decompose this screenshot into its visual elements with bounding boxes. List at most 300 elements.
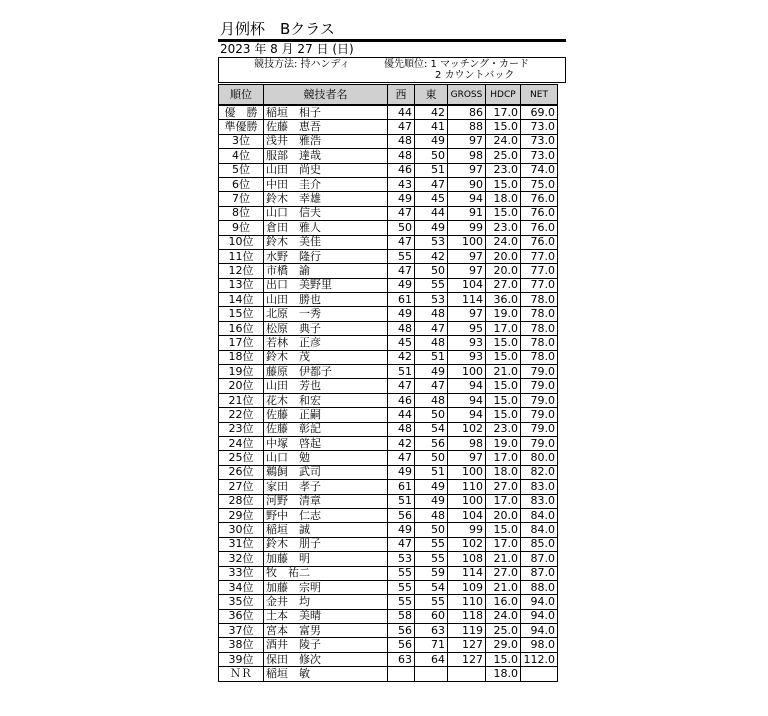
cell-west: 51: [388, 365, 415, 379]
cell-gross: 100: [448, 494, 486, 508]
cell-gross: 100: [448, 365, 486, 379]
table-row: [219, 105, 558, 120]
cell-east: 55: [415, 552, 448, 566]
cell-hdcp: 21.0: [486, 365, 521, 379]
cell-hdcp: 15.0: [486, 523, 521, 537]
priority-order-2: 2 カウントバック: [435, 70, 515, 81]
cell-east: 48: [415, 393, 448, 407]
cell-east: 49: [415, 221, 448, 235]
cell-net: 78.0: [521, 307, 558, 321]
competition-method: 競技方法: 持ハンディ: [254, 59, 350, 70]
table-row: [219, 422, 558, 436]
table-row: [219, 249, 558, 263]
cell-gross: 108: [448, 552, 486, 566]
cell-name: 稲垣 敏: [264, 667, 388, 681]
cell-gross: 95: [448, 321, 486, 335]
table-row: [219, 537, 558, 551]
cell-hdcp: 24.0: [486, 235, 521, 249]
cell-west: 46: [388, 163, 415, 177]
cell-east: 48: [415, 508, 448, 522]
cell-hdcp: 24.0: [486, 134, 521, 148]
cell-hdcp: 17.0: [486, 537, 521, 551]
cell-net: 79.0: [521, 379, 558, 393]
cell-gross: 100: [448, 465, 486, 479]
cell-name: 鈴木 茂: [264, 350, 388, 364]
cell-hdcp: 21.0: [486, 552, 521, 566]
table-row: [219, 595, 558, 609]
cell-name: 河野 清章: [264, 494, 388, 508]
cell-east: 51: [415, 350, 448, 364]
cell-gross: 114: [448, 293, 486, 307]
cell-west: 48: [388, 134, 415, 148]
cell-net: 94.0: [521, 595, 558, 609]
cell-east: 55: [415, 537, 448, 551]
table-row: [219, 652, 558, 666]
cell-east: 49: [415, 480, 448, 494]
cell-east: 48: [415, 336, 448, 350]
cell-gross: 93: [448, 336, 486, 350]
cell-net: 74.0: [521, 163, 558, 177]
cell-gross: 97: [448, 249, 486, 263]
cell-east: 50: [415, 523, 448, 537]
cell-rank: 6位: [219, 177, 264, 191]
col-header-rank: 順位: [219, 85, 264, 106]
cell-west: 48: [388, 149, 415, 163]
cell-gross: 94: [448, 379, 486, 393]
cell-gross: 104: [448, 278, 486, 292]
cell-net: 75.0: [521, 177, 558, 191]
cell-net: 77.0: [521, 264, 558, 278]
competition-info-box: [218, 57, 566, 83]
table-row: [219, 192, 558, 206]
cell-east: 51: [415, 465, 448, 479]
cell-gross: 97: [448, 264, 486, 278]
table-row: [219, 293, 558, 307]
cell-name: 鈴木 朋子: [264, 537, 388, 551]
cell-rank: 10位: [219, 235, 264, 249]
cell-net: 76.0: [521, 235, 558, 249]
cell-rank: 36位: [219, 609, 264, 623]
cell-net: 78.0: [521, 321, 558, 335]
cell-west: 58: [388, 609, 415, 623]
cell-east: 53: [415, 293, 448, 307]
cell-name: 浅井 雅浩: [264, 134, 388, 148]
table-row: [219, 580, 558, 594]
cell-east: 60: [415, 609, 448, 623]
cell-gross: 94: [448, 192, 486, 206]
cell-gross: 127: [448, 652, 486, 666]
cell-net: 77.0: [521, 249, 558, 263]
cell-west: 55: [388, 566, 415, 580]
cell-net: 80.0: [521, 451, 558, 465]
cell-name: 宮本 富男: [264, 624, 388, 638]
cell-hdcp: 17.0: [486, 494, 521, 508]
cell-gross: 88: [448, 120, 486, 134]
cell-name: 佐藤 正嗣: [264, 408, 388, 422]
cell-west: 49: [388, 278, 415, 292]
cell-hdcp: 29.0: [486, 638, 521, 652]
cell-net: 78.0: [521, 336, 558, 350]
cell-rank: 28位: [219, 494, 264, 508]
cell-hdcp: 21.0: [486, 580, 521, 594]
cell-name: 中塚 啓起: [264, 436, 388, 450]
cell-rank: 24位: [219, 436, 264, 450]
cell-name: 山口 信夫: [264, 206, 388, 220]
cell-east: 50: [415, 149, 448, 163]
cell-rank: 3位: [219, 134, 264, 148]
cell-east: 63: [415, 624, 448, 638]
cell-net: 76.0: [521, 192, 558, 206]
cell-rank: 13位: [219, 278, 264, 292]
cell-rank: 37位: [219, 624, 264, 638]
cell-rank: 25位: [219, 451, 264, 465]
cell-net: 85.0: [521, 537, 558, 551]
cell-west: 55: [388, 595, 415, 609]
col-header-name: 競技者名: [264, 85, 388, 106]
cell-east: 56: [415, 436, 448, 450]
cell-gross: 94: [448, 393, 486, 407]
table-row: [219, 278, 558, 292]
cell-hdcp: 23.0: [486, 221, 521, 235]
table-row: [219, 336, 558, 350]
cell-gross: 90: [448, 177, 486, 191]
cell-east: 51: [415, 163, 448, 177]
cell-west: 47: [388, 120, 415, 134]
cell-name: 山口 勉: [264, 451, 388, 465]
cell-rank: 4位: [219, 149, 264, 163]
cell-west: 61: [388, 293, 415, 307]
cell-net: 79.0: [521, 365, 558, 379]
cell-net: 78.0: [521, 293, 558, 307]
cell-net: 87.0: [521, 566, 558, 580]
cell-hdcp: 17.0: [486, 105, 521, 120]
cell-net: 82.0: [521, 465, 558, 479]
cell-name: 市橋 諭: [264, 264, 388, 278]
cell-net: 94.0: [521, 624, 558, 638]
table-row: [219, 149, 558, 163]
cell-net: 78.0: [521, 350, 558, 364]
cell-net: 79.0: [521, 408, 558, 422]
cell-west: 47: [388, 451, 415, 465]
cell-name: 鈴木 美佳: [264, 235, 388, 249]
cell-name: 水野 隆行: [264, 249, 388, 263]
cell-name: 山田 芳也: [264, 379, 388, 393]
cell-net: 73.0: [521, 120, 558, 134]
cell-gross: 110: [448, 480, 486, 494]
cell-east: 54: [415, 422, 448, 436]
cell-name: 土本 美晴: [264, 609, 388, 623]
table-row: [219, 163, 558, 177]
cell-west: 50: [388, 221, 415, 235]
cell-hdcp: 20.0: [486, 508, 521, 522]
cell-name: 稲垣 誠: [264, 523, 388, 537]
cell-net: 76.0: [521, 221, 558, 235]
table-row: [219, 379, 558, 393]
cell-hdcp: 20.0: [486, 264, 521, 278]
cell-rank: 31位: [219, 537, 264, 551]
cell-gross: 97: [448, 307, 486, 321]
cell-name: 保田 修次: [264, 652, 388, 666]
cell-west: 61: [388, 480, 415, 494]
cell-gross: 110: [448, 595, 486, 609]
cell-east: 55: [415, 595, 448, 609]
cell-gross: 97: [448, 451, 486, 465]
cell-rank: 33位: [219, 566, 264, 580]
cell-name: 出口 美野里: [264, 278, 388, 292]
cell-net: [521, 667, 558, 681]
cell-name: 牧 祐二: [264, 566, 388, 580]
cell-east: 49: [415, 494, 448, 508]
cell-rank: 7位: [219, 192, 264, 206]
cell-east: 54: [415, 580, 448, 594]
cell-rank: 23位: [219, 422, 264, 436]
cell-west: 47: [388, 264, 415, 278]
cell-west: 49: [388, 192, 415, 206]
results-body: [219, 105, 558, 681]
cell-net: 83.0: [521, 480, 558, 494]
cell-name: 佐藤 彰記: [264, 422, 388, 436]
cell-net: 88.0: [521, 580, 558, 594]
cell-rank: 35位: [219, 595, 264, 609]
cell-net: 94.0: [521, 609, 558, 623]
cell-west: 55: [388, 580, 415, 594]
cell-east: 41: [415, 120, 448, 134]
cell-hdcp: 23.0: [486, 163, 521, 177]
col-header-gross: GROSS: [448, 85, 486, 106]
cell-rank: 19位: [219, 365, 264, 379]
cell-hdcp: 15.0: [486, 408, 521, 422]
cell-name: 北原 一秀: [264, 307, 388, 321]
table-row: [219, 465, 558, 479]
cell-east: 50: [415, 451, 448, 465]
cell-hdcp: 27.0: [486, 278, 521, 292]
cell-rank: 17位: [219, 336, 264, 350]
cell-net: 112.0: [521, 652, 558, 666]
col-header-east: 東: [415, 85, 448, 106]
table-row: [219, 624, 558, 638]
cell-east: 55: [415, 278, 448, 292]
cell-rank: 20位: [219, 379, 264, 393]
cell-east: 50: [415, 264, 448, 278]
cell-hdcp: 16.0: [486, 595, 521, 609]
table-row: [219, 436, 558, 450]
cell-name: 山田 勝也: [264, 293, 388, 307]
cell-rank: 22位: [219, 408, 264, 422]
cell-rank: 26位: [219, 465, 264, 479]
cell-west: 47: [388, 537, 415, 551]
cell-east: 59: [415, 566, 448, 580]
table-row: [219, 321, 558, 335]
cell-net: 79.0: [521, 393, 558, 407]
cell-gross: 109: [448, 580, 486, 594]
cell-hdcp: 17.0: [486, 321, 521, 335]
cell-west: 47: [388, 235, 415, 249]
cell-rank: 27位: [219, 480, 264, 494]
cell-name: 酒井 陵子: [264, 638, 388, 652]
table-row: [219, 365, 558, 379]
cell-east: 47: [415, 379, 448, 393]
cell-name: 加藤 宗明: [264, 580, 388, 594]
cell-net: 79.0: [521, 422, 558, 436]
cell-west: 43: [388, 177, 415, 191]
cell-west: 44: [388, 105, 415, 120]
cell-rank: ＮＲ: [219, 667, 264, 681]
cell-hdcp: 25.0: [486, 624, 521, 638]
cell-hdcp: 19.0: [486, 307, 521, 321]
cell-net: 73.0: [521, 134, 558, 148]
cell-name: 鵜飼 武司: [264, 465, 388, 479]
cell-east: 42: [415, 249, 448, 263]
cell-east: 71: [415, 638, 448, 652]
cell-gross: [448, 667, 486, 681]
cell-hdcp: 27.0: [486, 566, 521, 580]
cell-hdcp: 27.0: [486, 480, 521, 494]
table-row: [219, 480, 558, 494]
cell-net: 73.0: [521, 149, 558, 163]
cell-west: 49: [388, 523, 415, 537]
cell-west: 47: [388, 206, 415, 220]
col-header-net: NET: [521, 85, 558, 106]
cell-gross: 97: [448, 163, 486, 177]
table-row: [219, 494, 558, 508]
cell-rank: 38位: [219, 638, 264, 652]
table-row: [219, 120, 558, 134]
cell-gross: 94: [448, 408, 486, 422]
cell-rank: 15位: [219, 307, 264, 321]
cell-east: 48: [415, 307, 448, 321]
cell-hdcp: 15.0: [486, 336, 521, 350]
cell-hdcp: 17.0: [486, 451, 521, 465]
cell-west: 48: [388, 321, 415, 335]
cell-gross: 93: [448, 350, 486, 364]
table-row: [219, 264, 558, 278]
cell-name: 中田 圭介: [264, 177, 388, 191]
priority-order: 優先順位: 1 マッチング・カード: [384, 59, 529, 70]
table-row: [219, 177, 558, 191]
cell-east: 49: [415, 365, 448, 379]
cell-name: 稲垣 相子: [264, 105, 388, 120]
cell-rank: 14位: [219, 293, 264, 307]
cell-west: 55: [388, 249, 415, 263]
cell-rank: 5位: [219, 163, 264, 177]
cell-net: 98.0: [521, 638, 558, 652]
cell-west: 56: [388, 624, 415, 638]
cell-west: 48: [388, 422, 415, 436]
cell-name: 服部 達哉: [264, 149, 388, 163]
cell-net: 79.0: [521, 436, 558, 450]
table-row: [219, 134, 558, 148]
cell-name: 藤原 伊都子: [264, 365, 388, 379]
table-row: [219, 638, 558, 652]
cell-west: 51: [388, 494, 415, 508]
cell-gross: 98: [448, 436, 486, 450]
cell-hdcp: 18.0: [486, 667, 521, 681]
cell-rank: 21位: [219, 393, 264, 407]
cell-name: 倉田 雅人: [264, 221, 388, 235]
cell-gross: 98: [448, 149, 486, 163]
cell-name: 金井 均: [264, 595, 388, 609]
cell-west: 49: [388, 307, 415, 321]
cell-hdcp: 24.0: [486, 609, 521, 623]
cell-hdcp: 19.0: [486, 436, 521, 450]
cell-hdcp: 15.0: [486, 393, 521, 407]
results-table: [218, 84, 558, 682]
cell-hdcp: 18.0: [486, 465, 521, 479]
cell-hdcp: 15.0: [486, 379, 521, 393]
cell-rank: 18位: [219, 350, 264, 364]
cell-hdcp: 20.0: [486, 249, 521, 263]
cell-name: 鈴木 幸雄: [264, 192, 388, 206]
col-header-hdcp: HDCP: [486, 85, 521, 106]
table-row: [219, 451, 558, 465]
cell-west: 44: [388, 408, 415, 422]
cell-gross: 114: [448, 566, 486, 580]
cell-west: 47: [388, 379, 415, 393]
cell-net: 77.0: [521, 278, 558, 292]
cell-name: 松原 典子: [264, 321, 388, 335]
table-header-row: [219, 85, 558, 106]
cell-gross: 91: [448, 206, 486, 220]
table-row: [219, 206, 558, 220]
cell-west: 56: [388, 508, 415, 522]
cell-east: 47: [415, 177, 448, 191]
cell-east: 53: [415, 235, 448, 249]
cell-hdcp: 18.0: [486, 192, 521, 206]
cell-east: 64: [415, 652, 448, 666]
cell-gross: 102: [448, 422, 486, 436]
cell-west: 45: [388, 336, 415, 350]
cell-east: 49: [415, 134, 448, 148]
table-row: [219, 393, 558, 407]
cell-west: 53: [388, 552, 415, 566]
cell-name: 家田 孝子: [264, 480, 388, 494]
cell-hdcp: 15.0: [486, 206, 521, 220]
cell-west: 49: [388, 465, 415, 479]
cell-name: 野中 仁志: [264, 508, 388, 522]
cell-rank: 16位: [219, 321, 264, 335]
table-row: [219, 667, 558, 681]
cell-rank: 29位: [219, 508, 264, 522]
cell-gross: 100: [448, 235, 486, 249]
cell-name: 花木 和宏: [264, 393, 388, 407]
cell-rank: 優 勝: [219, 105, 264, 120]
table-row: [219, 552, 558, 566]
cell-name: 若林 正彦: [264, 336, 388, 350]
cell-west: 42: [388, 350, 415, 364]
cell-net: 69.0: [521, 105, 558, 120]
cell-gross: 104: [448, 508, 486, 522]
cell-rank: 準優勝: [219, 120, 264, 134]
cell-name: 山田 尚史: [264, 163, 388, 177]
cell-rank: 30位: [219, 523, 264, 537]
cell-hdcp: 15.0: [486, 350, 521, 364]
cell-gross: 127: [448, 638, 486, 652]
cell-rank: 11位: [219, 249, 264, 263]
cell-net: 84.0: [521, 523, 558, 537]
cell-hdcp: 15.0: [486, 120, 521, 134]
table-row: [219, 566, 558, 580]
cell-east: 44: [415, 206, 448, 220]
cell-rank: 39位: [219, 652, 264, 666]
cell-hdcp: 25.0: [486, 149, 521, 163]
cell-gross: 118: [448, 609, 486, 623]
cell-net: 87.0: [521, 552, 558, 566]
cell-hdcp: 15.0: [486, 652, 521, 666]
cell-hdcp: 23.0: [486, 422, 521, 436]
col-header-west: 西: [388, 85, 415, 106]
cell-west: 63: [388, 652, 415, 666]
cell-hdcp: 36.0: [486, 293, 521, 307]
